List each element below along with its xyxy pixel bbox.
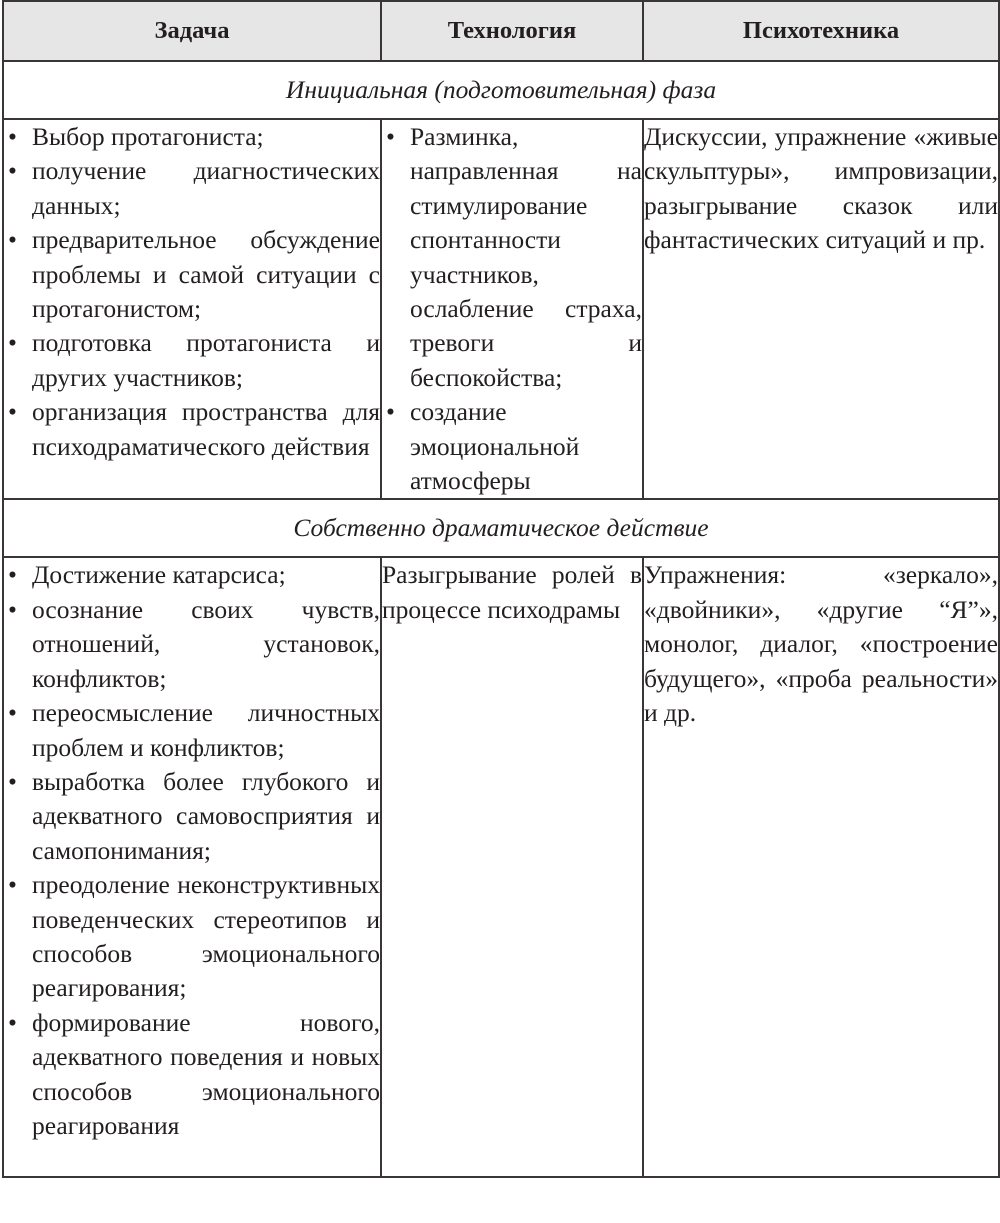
- task-cell: [3, 557, 381, 1177]
- phase-title: Собственно драматическое действие: [3, 499, 999, 557]
- task-item: • преодоление неконструктивных поведенческих стереотипов и способов эмоционального реагирования;: [4, 868, 380, 1006]
- task-item: • организация пространства для психодраматического действия: [4, 395, 380, 464]
- psychotechnique-cell: [643, 557, 999, 1177]
- task-item: • осознание своих чувств, отношений, установок, конфликтов;: [4, 593, 380, 696]
- header-psychotechnique: Психотехника: [643, 1, 999, 61]
- task-cell: [3, 119, 381, 499]
- technology-list: [382, 120, 642, 498]
- phase-title-row: [3, 499, 999, 557]
- task-item: • выработка более глубокого и адекватного самовосприятия и самопонимания;: [4, 765, 380, 868]
- task-item: • Достижение катарсиса;: [4, 558, 380, 592]
- task-list: [4, 558, 380, 1143]
- psychotechnique-cell: [643, 119, 999, 499]
- task-item: • подготовка протагониста и других участников;: [4, 326, 380, 395]
- task-item: • переосмысление личностных проблем и конфликтов;: [4, 696, 380, 765]
- header-task: Задача: [3, 1, 381, 61]
- task-item: • предварительное обсуждение проблемы и самой ситуации с протагонистом;: [4, 223, 380, 326]
- task-list: [4, 120, 380, 464]
- technology-item: • Разминка, направленная на стимулирование спонтанности участников, ослабление страха, тревоги и беспокойства;: [382, 120, 642, 395]
- technology-item: • создание эмоциональной атмосферы: [382, 395, 642, 498]
- psychotechnique-text: Упражнения: «зеркало», «двойники», «другие “Я”», монолог, диалог, «построение будущего», «проба реальности» и др.: [644, 560, 998, 728]
- psychotechnique-text: Дискуссии, упражнение «живые скульптуры», импровизации, разыгрывание сказок или фантастических ситуаций и пр.: [644, 122, 998, 255]
- task-item: • получение диагностических данных;: [4, 154, 380, 223]
- task-item: • Выбор протагониста;: [4, 120, 380, 154]
- task-item: • формирование нового, адекватного поведения и новых способов эмоционального реагирования: [4, 1006, 380, 1144]
- phase-content-row: [3, 557, 999, 1177]
- psychodrama-phases-table: [2, 0, 1000, 1178]
- technology-cell: [381, 557, 643, 1177]
- technology-cell: [381, 119, 643, 499]
- phase-title: Инициальная (подготовительная) фаза: [3, 61, 999, 119]
- phase-content-row: [3, 119, 999, 499]
- header-technology: Технология: [381, 1, 643, 61]
- phase-title-row: [3, 61, 999, 119]
- technology-text: Разыгрывание ролей в процессе психодрамы: [382, 560, 642, 624]
- header-row: [3, 1, 999, 61]
